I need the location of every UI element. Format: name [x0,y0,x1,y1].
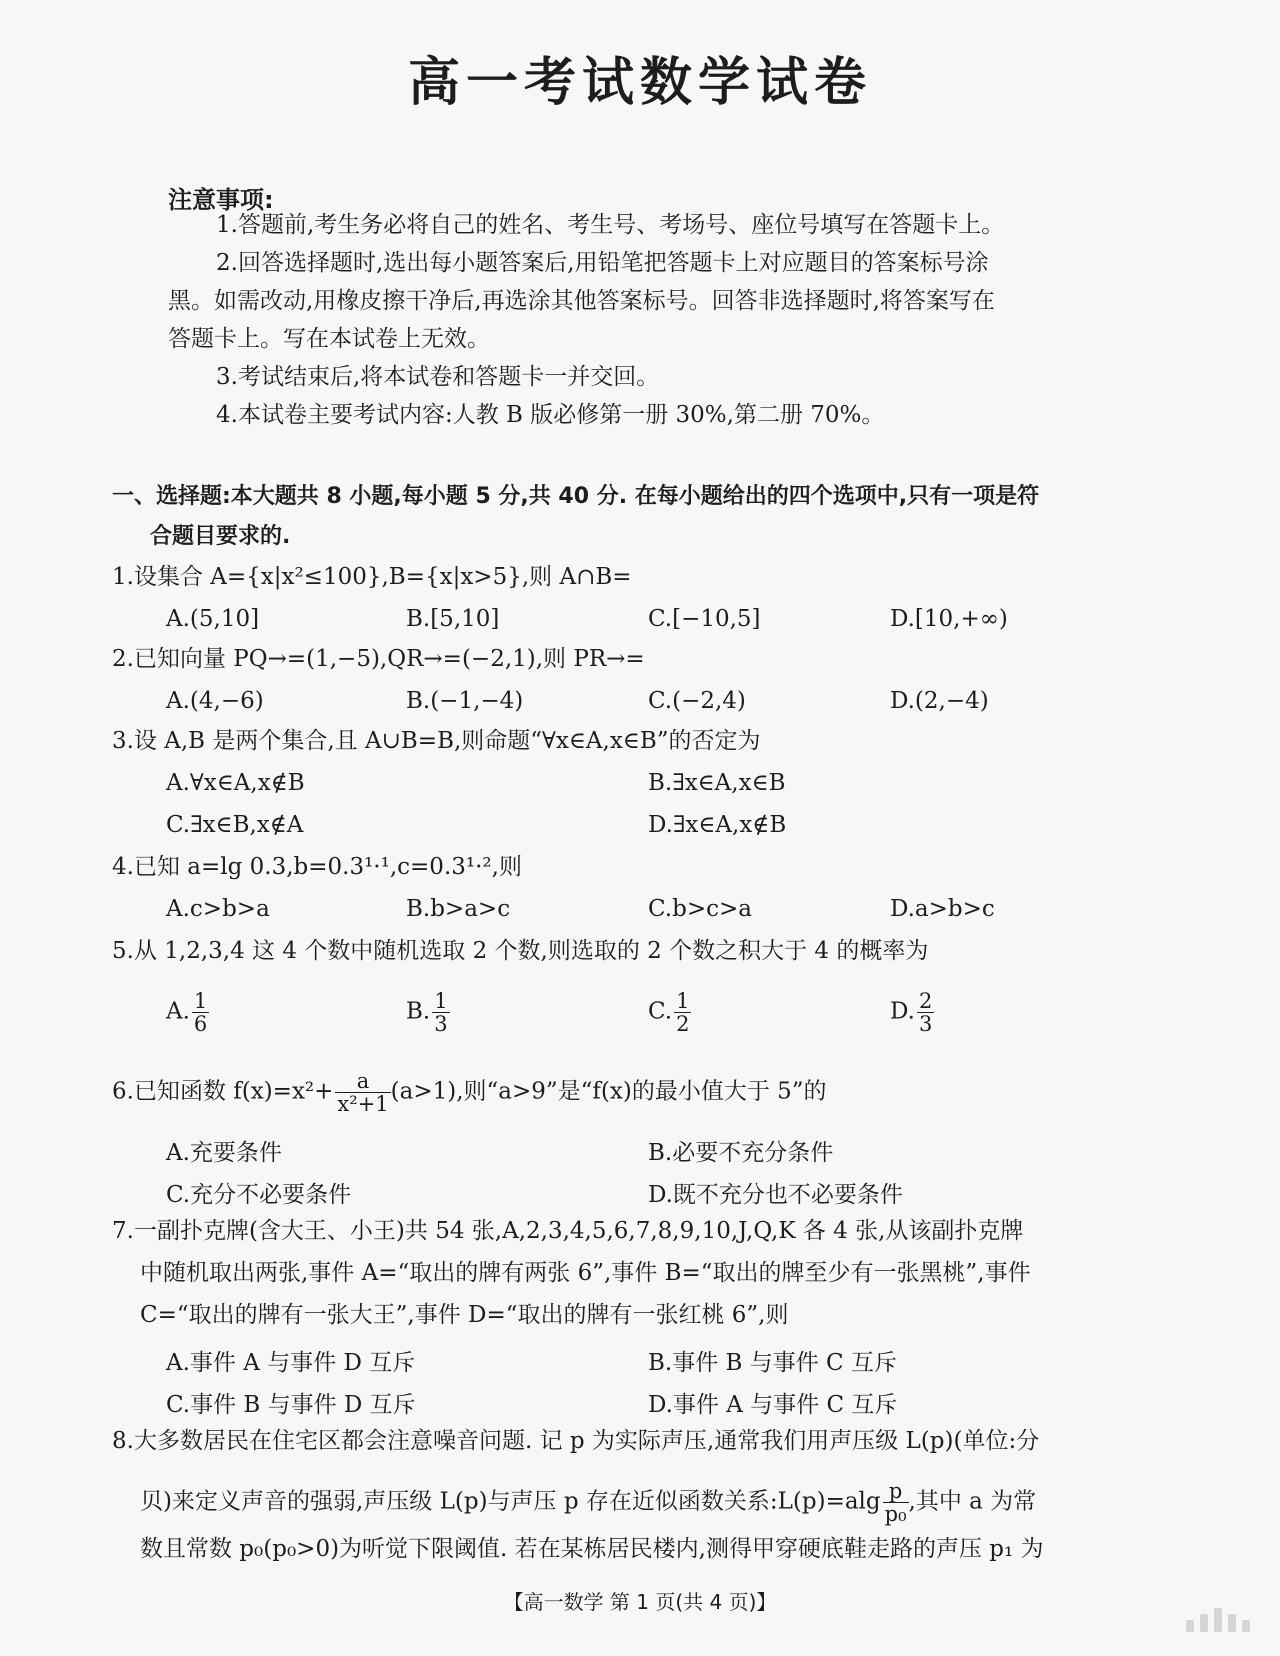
q5-option-d-fraction [917,990,934,1035]
q5-option-b-fraction [432,990,449,1035]
page-footer: 【高一数学 第 1 页(共 4 页)】 [503,1590,777,1614]
q5-option-c [648,990,691,1035]
q3-option-d: D.∃x∈A,x∉B [648,812,787,838]
notice-line-3: 黑。如需改动,用橡皮擦干净后,再选涂其他答案标号。回答非选择题时,将答案写在 [168,288,995,314]
fraction-numerator: 2 [918,989,933,1013]
question-7-line-3: C=“取出的牌有一张大王”,事件 D=“取出的牌有一张红桃 6”,则 [140,1302,789,1328]
question-8-line-2 [140,1480,1036,1525]
q3-option-a: A.∀x∈A,x∉B [166,770,305,796]
q8-line-2-pre: 贝)来定义声音的强弱,声压级 L(p)与声压 p 存在近似函数关系:L(p)=alg [140,1488,881,1515]
watermark-bars-icon [1186,1608,1250,1632]
q4-option-a: A.c>b>a [166,896,270,922]
q8-line-2-post: ,其中 a 为常 [908,1488,1037,1515]
q7-option-a: A.事件 A 与事件 D 互斥 [166,1350,416,1376]
q4-option-d: D.a>b>c [890,896,995,922]
question-1-stem: 1.设集合 A={x|x²≤100},B={x|x>5},则 A∩B= [112,564,632,590]
q8-fraction [883,1480,909,1525]
fraction-numerator: a [335,1070,390,1093]
q5-option-d [890,990,934,1035]
q5-option-b [406,990,450,1035]
notice-heading: 注意事项: [168,186,274,214]
q1-option-c: C.[−10,5] [648,606,761,632]
q6-option-a: A.充要条件 [166,1140,282,1166]
notice-line-2: 2.回答选择题时,选出每小题答案后,用铅笔把答题卡上对应题目的答案标号涂 [216,250,989,276]
question-3-stem: 3.设 A,B 是两个集合,且 A∪B=B,则命题“∀x∈A,x∈B”的否定为 [112,728,761,754]
q5-option-b-label: B. [406,998,431,1025]
q5-option-a [166,990,209,1035]
fraction-numerator: 1 [676,989,690,1013]
q1-option-d: D.[10,+∞) [890,606,1008,632]
q4-option-b: B.b>a>c [406,896,511,922]
question-7-line-2: 中随机取出两张,事件 A=“取出的牌有两张 6”,事件 B=“取出的牌至少有一张黑桃”,事件 [140,1260,1031,1286]
q7-option-c: C.事件 B 与事件 D 互斥 [166,1392,416,1418]
notice-line-1: 1.答题前,考生务必将自己的姓名、考生号、考场号、座位号填写在答题卡上。 [216,212,1005,238]
q5-option-d-label: D. [890,998,915,1025]
q2-option-c: C.(−2,4) [648,688,746,714]
q2-option-b: B.(−1,−4) [406,688,524,714]
q5-option-a-label: A. [166,998,190,1025]
question-2-stem: 2.已知向量 PQ→=(1,−5),QR→=(−2,1),则 PR→= [112,646,645,672]
notice-line-4: 答题卡上。写在本试卷上无效。 [168,326,490,352]
fraction-denominator: x²+1 [337,1092,389,1117]
fraction-numerator: 1 [193,989,208,1013]
q3-option-b: B.∃x∈A,x∈B [648,770,786,796]
fraction-numerator: p [883,1480,909,1503]
q6-stem-post: (a>1),则“a>9”是“f(x)的最小值大于 5”的 [390,1078,827,1105]
q6-stem-pre: 6.已知函数 f(x)=x²+ [112,1078,334,1105]
page-title: 高一考试数学试卷 [407,53,872,113]
question-4-stem: 4.已知 a=lg 0.3,b=0.3¹·¹,c=0.3¹·²,则 [112,854,522,880]
question-8-line-1: 8.大多数居民在住宅区都会注意噪音问题. 记 p 为实际声压,通常我们用声压级 L(p)(单位:分 [112,1428,1040,1454]
q5-option-c-label: C. [648,998,673,1025]
question-6-stem [112,1070,827,1115]
section-heading: 一、选择题:本大题共 8 小题,每小题 5 分,共 40 分. 在每小题给出的四个选项中,只有一项是符 [112,484,1040,509]
q5-option-a-fraction [192,990,209,1035]
fraction-denominator: 2 [676,1012,690,1037]
fraction-denominator: 6 [193,1012,208,1037]
q6-fraction [335,1070,390,1115]
fraction-numerator: 1 [434,989,448,1013]
notice-line-5: 3.考试结束后,将本试卷和答题卡一并交回。 [216,364,660,390]
q7-option-d: D.事件 A 与事件 C 互斥 [648,1392,898,1418]
q1-option-a: A.(5,10] [166,606,260,632]
question-7-line-1: 7.一副扑克牌(含大王、小王)共 54 张,A,2,3,4,5,6,7,8,9,10,J,Q,K 各 4 张,从该副扑克牌 [112,1218,1024,1244]
q4-option-c: C.b>c>a [648,896,752,922]
q1-option-b: B.[5,10] [406,606,500,632]
q6-option-d: D.既不充分也不必要条件 [648,1182,903,1208]
fraction-denominator: p₀ [884,1502,907,1527]
q2-option-a: A.(4,−6) [166,688,264,714]
notice-line-6: 4.本试卷主要考试内容:人教 B 版必修第一册 30%,第二册 70%。 [216,402,885,428]
q2-option-d: D.(2,−4) [890,688,989,714]
section-heading-cont: 合题目要求的. [150,524,291,549]
fraction-denominator: 3 [918,1012,933,1037]
q6-option-b: B.必要不充分条件 [648,1140,834,1166]
q7-option-b: B.事件 B 与事件 C 互斥 [648,1350,897,1376]
q5-option-c-fraction [674,990,691,1035]
q3-option-c: C.∃x∈B,x∉A [166,812,304,838]
fraction-denominator: 3 [434,1012,448,1037]
q6-option-c: C.充分不必要条件 [166,1182,352,1208]
question-8-line-3: 数且常数 p₀(p₀>0)为听觉下限阈值. 若在某栋居民楼内,测得甲穿硬底鞋走路的声压 p₁ 为 [140,1536,1044,1562]
question-5-stem: 5.从 1,2,3,4 这 4 个数中随机选取 2 个数,则选取的 2 个数之积大于 4 的概率为 [112,938,929,964]
